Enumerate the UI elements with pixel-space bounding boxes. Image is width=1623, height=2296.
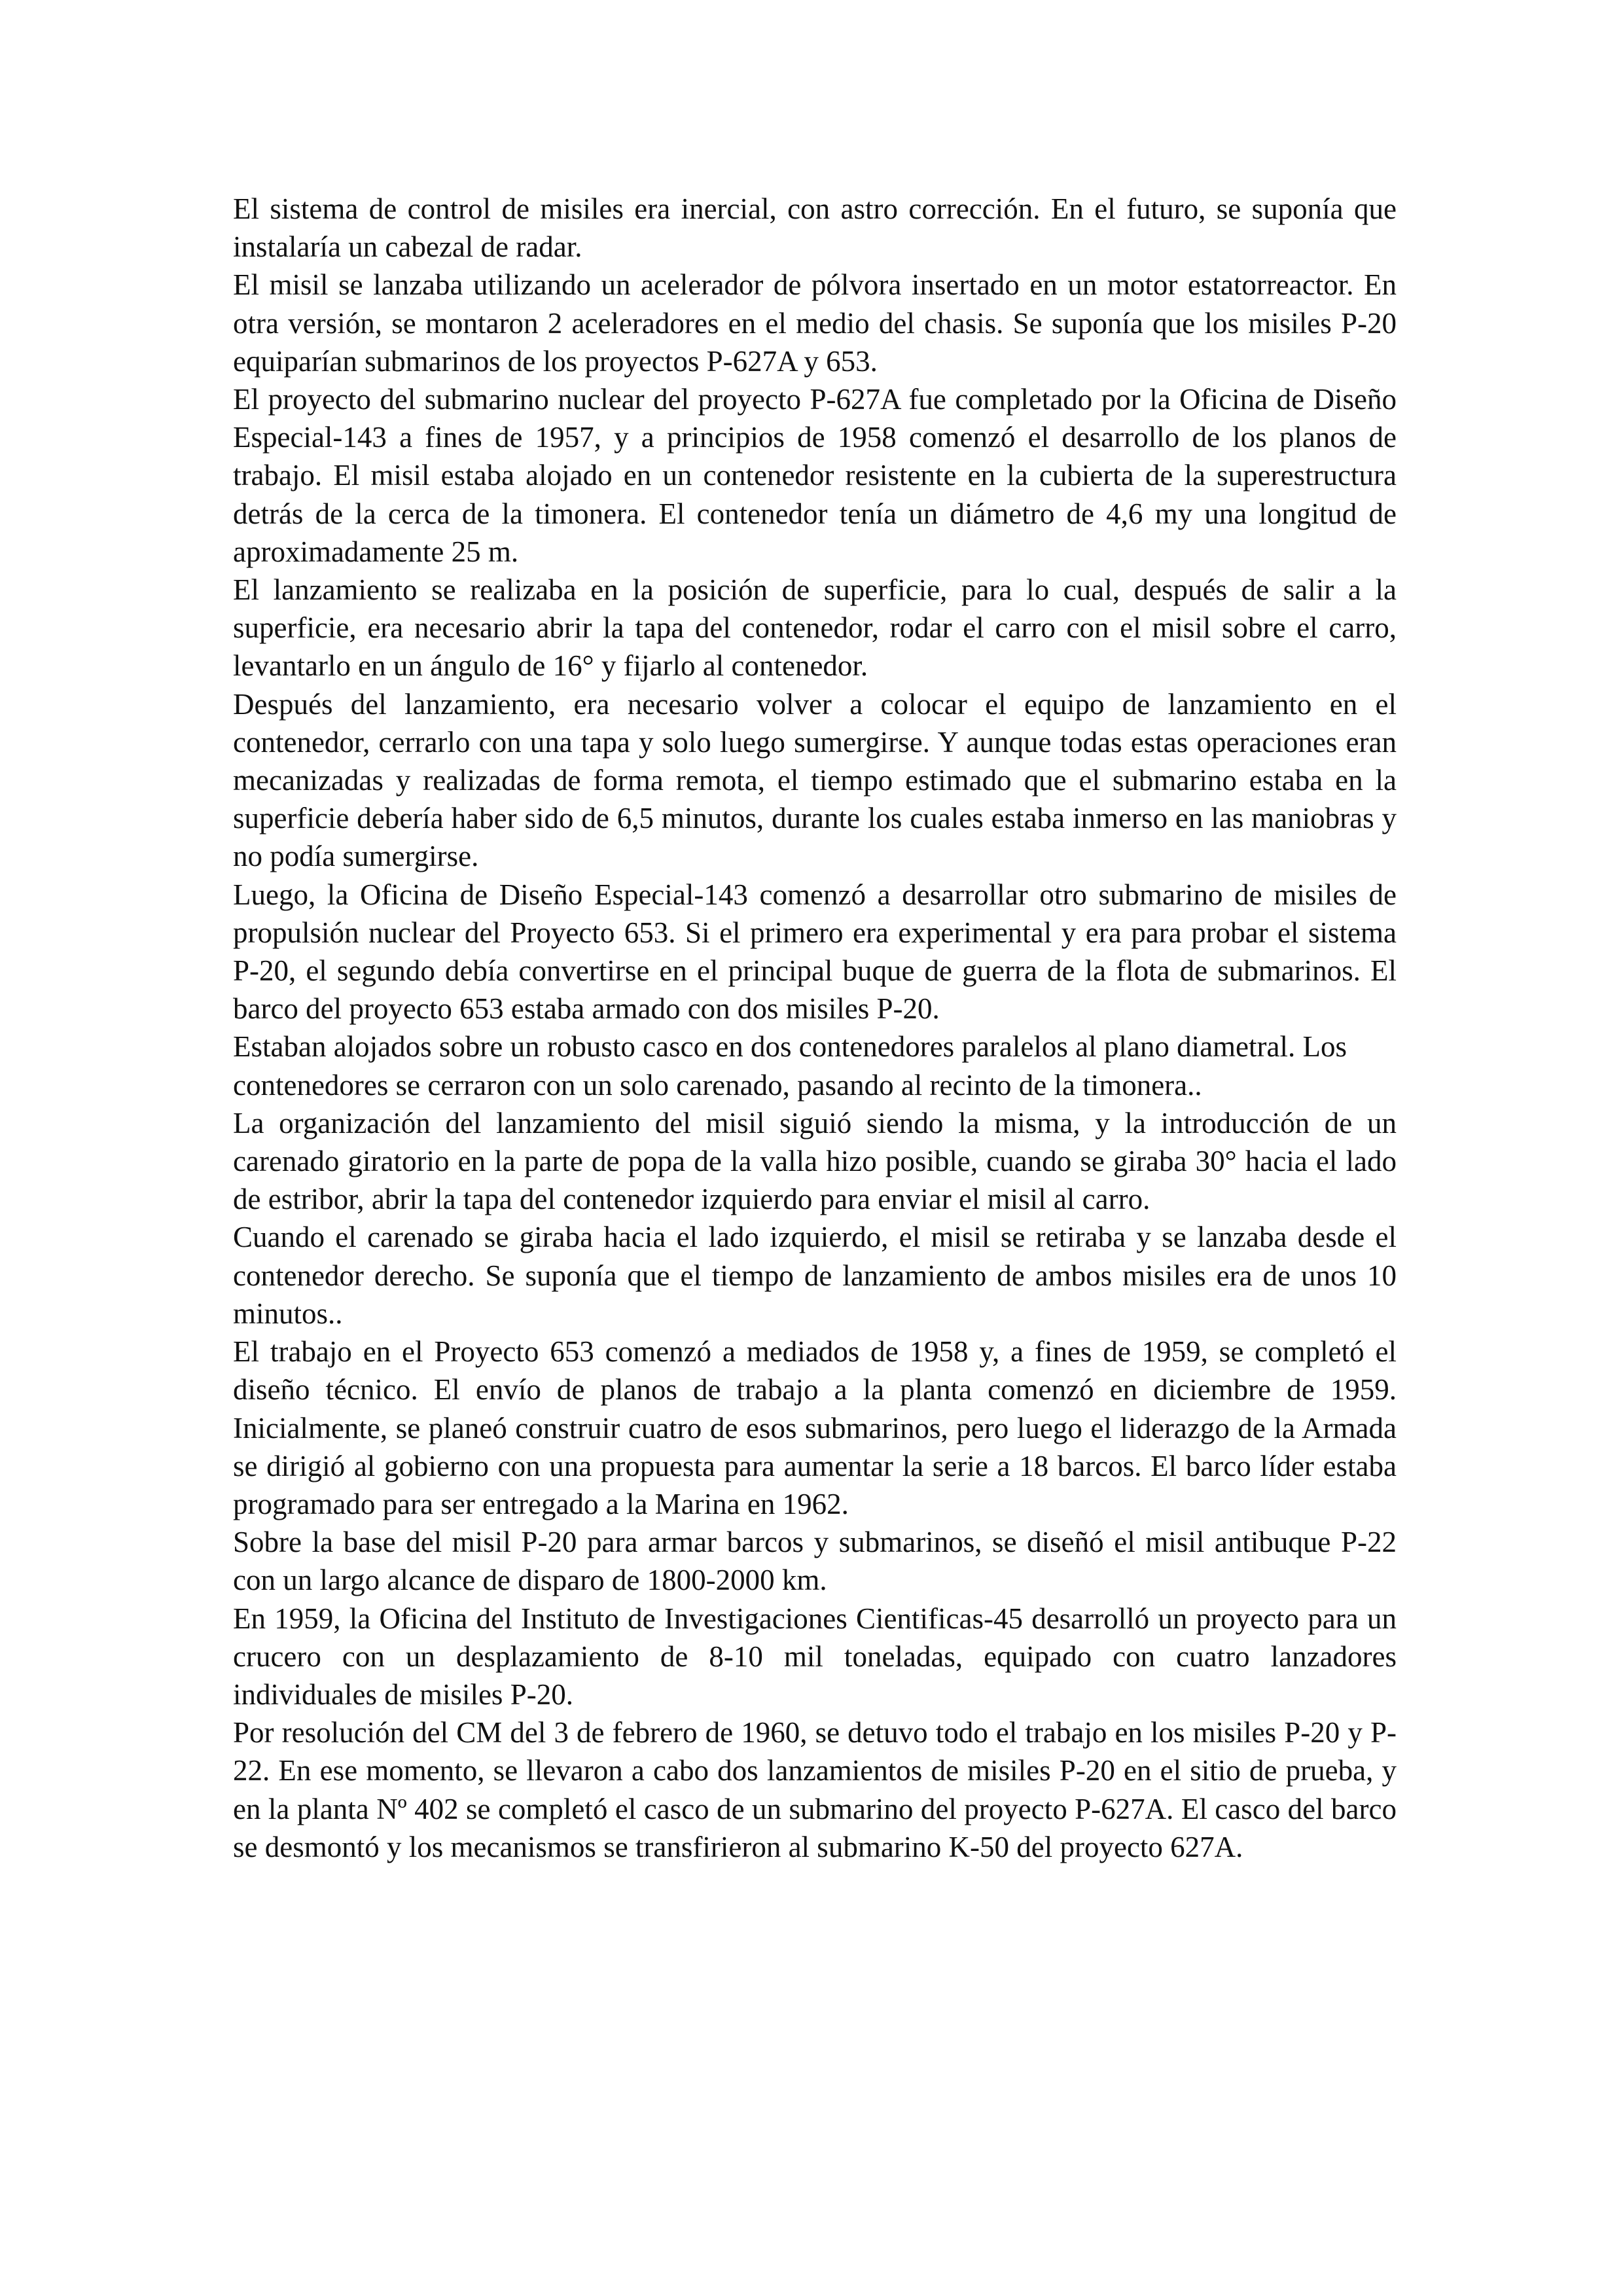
paragraph-after-launch: Después del lanzamiento, era necesario volver a colocar el equipo de lanzamiento en el contenedor, cerrarlo con una tapa y solo luego sumergirse. Y aunque todas estas operaciones eran mecanizadas y realizadas de forma remota, el tiempo estimado que el submarino estaba en la superficie debería haber sido de 6,5 minutos, durante los cuales estaba inmerso en las maniobras y no podía sumergirse. xyxy=(233,687,1397,873)
paragraph-launch-time: Cuando el carenado se giraba hacia el lado izquierdo, el misil se retiraba y se lanzaba desde el contenedor derecho. Se suponía que el tiempo de lanzamiento de ambos misiles era de unos 10 minutos.. xyxy=(233,1221,1397,1330)
paragraph-project-627a: El proyecto del submarino nuclear del proyecto P-627A fue completado por la Oficina de Diseño Especial-143 a fines de 1957, y a principios de 1958 comenzó el desarrollo de los planos de trabajo. El misil estaba alojado en un contenedor resistente en la cubierta de la superestructura detrás de la cerca de la timonera. El contenedor tenía un diámetro de 4,6 my una longitud de aproximadamente 25 m. xyxy=(233,383,1397,568)
paragraph-cruiser-project: En 1959, la Oficina del Instituto de Investigaciones Cientificas-45 desarrolló un proyecto para un crucero con un desplazamiento de 8-10 mil toneladas, equipado con cuatro lanzadores individuales de misiles P-20. xyxy=(233,1602,1397,1711)
document-page xyxy=(233,190,1397,1866)
paragraph-work-stopped: Por resolución del CM del 3 de febrero de 1960, se detuvo todo el trabajo en los misiles P-20 y P-22. En ese momento, se llevaron a cabo dos lanzamientos de misiles P-20 en el sitio de prueba, y en la planta Nº 402 se completó el casco de un submarino del proyecto P-627A. El casco del barco se desmontó y los mecanismos se transfirieron al submarino K-50 del proyecto 627A. xyxy=(233,1716,1397,1863)
paragraph-rotating-fairing: La organización del lanzamiento del misil siguió siendo la misma, y la introducción de un carenado giratorio en la parte de popa de la valla hizo posible, cuando se giraba 30° hacia el lado de estribor, abrir la tapa del contenedor izquierdo para enviar el misil al carro. xyxy=(233,1106,1397,1216)
paragraph-containers: Estaban alojados sobre un robusto casco en dos contenedores paralelos al plano diametral. Los contenedores se cerraron con un solo carenado, pasando al recinto de la timonera.. xyxy=(233,1030,1347,1102)
paragraph-guidance-system: El sistema de control de misiles era inercial, con astro corrección. En el futuro, se suponía que instalaría un cabezal de radar. xyxy=(233,192,1397,264)
paragraph-p22-missile: Sobre la base del misil P-20 para armar barcos y submarinos, se diseñó el misil antibuque P-22 con un largo alcance de disparo de 1800-2000 km. xyxy=(233,1526,1397,1597)
paragraph-launch-booster: El misil se lanzaba utilizando un acelerador de pólvora insertado en un motor estatorreactor. En otra versión, se montaron 2 aceleradores en el medio del chasis. Se suponía que los misiles P-20 equiparían submarinos de los proyectos P-627A y 653. xyxy=(233,268,1397,378)
paragraph-project-653: Luego, la Oficina de Diseño Especial-143 comenzó a desarrollar otro submarino de misiles de propulsión nuclear del Proyecto 653. Si el primero era experimental y era para probar el sistema P-20, el segundo debía convertirse en el principal buque de guerra de la flota de submarinos. El barco del proyecto 653 estaba armado con dos misiles P-20. xyxy=(233,878,1397,1026)
paragraph-surface-launch: El lanzamiento se realizaba en la posición de superficie, para lo cual, después de salir a la superficie, era necesario abrir la tapa del contenedor, rodar el carro con el misil sobre el carro, levantarlo en un ángulo de 16° y fijarlo al contenedor. xyxy=(233,573,1397,683)
paragraph-work-schedule: El trabajo en el Proyecto 653 comenzó a mediados de 1958 y, a fines de 1959, se completó el diseño técnico. El envío de planos de trabajo a la planta comenzó en diciembre de 1959. Inicialmente, se planeó construir cuatro de esos submarinos, pero luego el liderazgo de la Armada se dirigió al gobierno con una propuesta para aumentar la serie a 18 barcos. El barco líder estaba programado para ser entregado a la Marina en 1962. xyxy=(233,1335,1397,1520)
